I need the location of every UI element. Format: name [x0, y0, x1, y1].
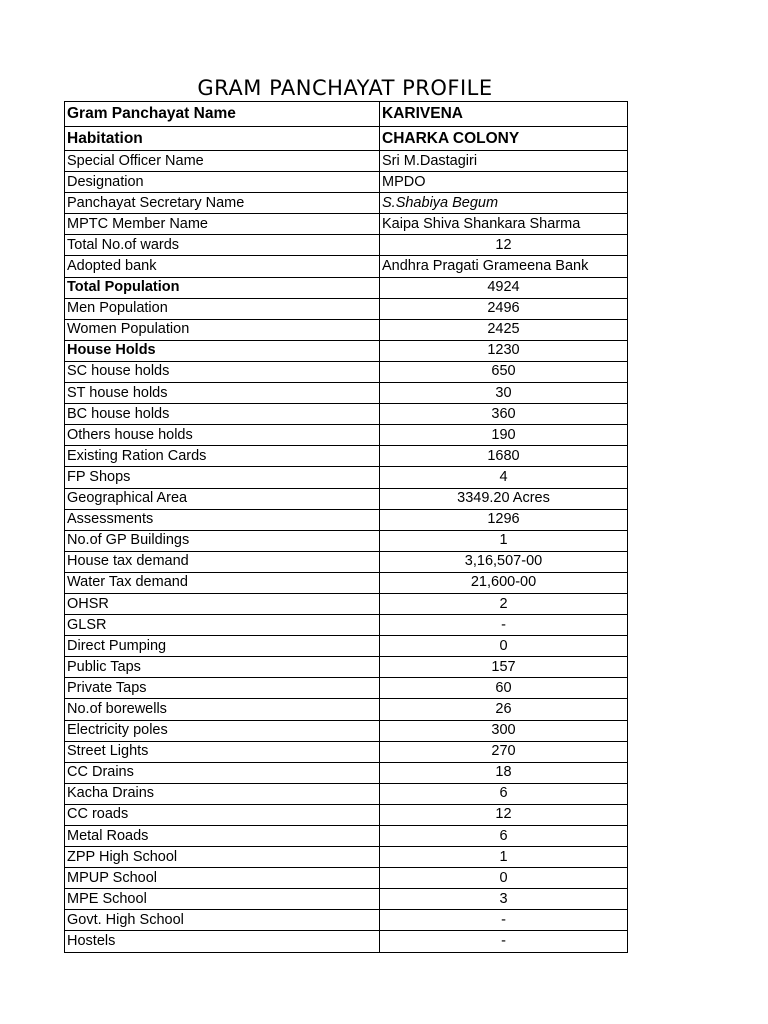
row-label: BC house holds [65, 404, 380, 425]
table-row [65, 868, 628, 889]
row-value: KARIVENA [380, 102, 628, 127]
row-label: Gram Panchayat Name [65, 102, 380, 127]
row-label: CC roads [65, 804, 380, 825]
row-label: Adopted bank [65, 256, 380, 277]
row-label: Existing Ration Cards [65, 446, 380, 467]
row-label: Metal Roads [65, 826, 380, 847]
row-value: 2 [380, 593, 628, 614]
row-value: Sri M.Dastagiri [380, 151, 628, 172]
row-value: 3,16,507-00 [380, 551, 628, 572]
row-value: 650 [380, 361, 628, 382]
row-label: House tax demand [65, 551, 380, 572]
table-row [65, 783, 628, 804]
row-label: OHSR [65, 593, 380, 614]
row-value: 157 [380, 657, 628, 678]
row-label: Electricity poles [65, 720, 380, 741]
row-value: CHARKA COLONY [380, 126, 628, 151]
row-value: 1680 [380, 446, 628, 467]
row-value: MPDO [380, 172, 628, 193]
row-value: 4 [380, 467, 628, 488]
table-row [65, 126, 628, 151]
row-value: 1296 [380, 509, 628, 530]
row-value: 3 [380, 889, 628, 910]
row-label: FP Shops [65, 467, 380, 488]
row-label: Total Population [65, 277, 380, 298]
table-row [65, 804, 628, 825]
table-row [65, 467, 628, 488]
table-row [65, 172, 628, 193]
row-label: Geographical Area [65, 488, 380, 509]
row-value: 21,600-00 [380, 572, 628, 593]
table-row [65, 319, 628, 340]
row-label: Habitation [65, 126, 380, 151]
table-row [65, 699, 628, 720]
table-row [65, 446, 628, 467]
row-label: No.of borewells [65, 699, 380, 720]
row-label: CC Drains [65, 762, 380, 783]
row-label: Direct Pumping [65, 636, 380, 657]
row-label: Private Taps [65, 678, 380, 699]
table-row [65, 678, 628, 699]
row-value: Andhra Pragati Grameena Bank [380, 256, 628, 277]
table-row [65, 488, 628, 509]
table-row [65, 235, 628, 256]
row-label: Govt. High School [65, 910, 380, 931]
row-label: Public Taps [65, 657, 380, 678]
row-value: 1230 [380, 340, 628, 361]
row-label: Hostels [65, 931, 380, 952]
row-value: 3349.20 Acres [380, 488, 628, 509]
row-value: 6 [380, 826, 628, 847]
table-row [65, 256, 628, 277]
row-value: 1 [380, 530, 628, 551]
row-label: Assessments [65, 509, 380, 530]
row-label: Kacha Drains [65, 783, 380, 804]
table-row [65, 193, 628, 214]
row-label: SC house holds [65, 361, 380, 382]
table-row [65, 425, 628, 446]
table-row [65, 593, 628, 614]
row-label: MPUP School [65, 868, 380, 889]
table-row [65, 615, 628, 636]
table-row [65, 151, 628, 172]
row-value: 2425 [380, 319, 628, 340]
row-value: S.Shabiya Begum [380, 193, 628, 214]
table-row [65, 762, 628, 783]
row-value: 6 [380, 783, 628, 804]
table-row [65, 657, 628, 678]
row-label: ZPP High School [65, 847, 380, 868]
row-label: Street Lights [65, 741, 380, 762]
row-value: 1 [380, 847, 628, 868]
table-row [65, 530, 628, 551]
table-row [65, 509, 628, 530]
table-row [65, 404, 628, 425]
row-value: 360 [380, 404, 628, 425]
table-row [65, 741, 628, 762]
table-row [65, 910, 628, 931]
table-row [65, 720, 628, 741]
row-value: - [380, 615, 628, 636]
row-value: 18 [380, 762, 628, 783]
table-row [65, 102, 628, 127]
table-row [65, 277, 628, 298]
row-label: Men Population [65, 298, 380, 319]
row-value: 60 [380, 678, 628, 699]
profile-table [64, 101, 628, 953]
row-value: 26 [380, 699, 628, 720]
table-row [65, 214, 628, 235]
table-row [65, 298, 628, 319]
table-row [65, 931, 628, 952]
row-label: MPTC Member Name [65, 214, 380, 235]
row-value: Kaipa Shiva Shankara Sharma [380, 214, 628, 235]
row-label: House Holds [65, 340, 380, 361]
table-row [65, 361, 628, 382]
row-value: 300 [380, 720, 628, 741]
table-row [65, 889, 628, 910]
row-value: 0 [380, 868, 628, 889]
row-label: ST house holds [65, 383, 380, 404]
row-value: - [380, 931, 628, 952]
row-label: Total No.of wards [65, 235, 380, 256]
table-row [65, 383, 628, 404]
row-value: - [380, 910, 628, 931]
row-label: Special Officer Name [65, 151, 380, 172]
table-row [65, 340, 628, 361]
table-row [65, 572, 628, 593]
row-label: Others house holds [65, 425, 380, 446]
page-title: GRAM PANCHAYAT PROFILE [197, 76, 493, 100]
row-label: Water Tax demand [65, 572, 380, 593]
row-value: 190 [380, 425, 628, 446]
row-value: 4924 [380, 277, 628, 298]
row-label: Panchayat Secretary Name [65, 193, 380, 214]
row-label: Designation [65, 172, 380, 193]
table-row [65, 636, 628, 657]
table-row [65, 551, 628, 572]
row-label: No.of GP Buildings [65, 530, 380, 551]
table-row [65, 826, 628, 847]
row-value: 270 [380, 741, 628, 762]
row-label: MPE School [65, 889, 380, 910]
row-value: 2496 [380, 298, 628, 319]
row-value: 30 [380, 383, 628, 404]
row-value: 0 [380, 636, 628, 657]
row-label: GLSR [65, 615, 380, 636]
table-row [65, 847, 628, 868]
row-label: Women Population [65, 319, 380, 340]
row-value: 12 [380, 804, 628, 825]
row-value: 12 [380, 235, 628, 256]
